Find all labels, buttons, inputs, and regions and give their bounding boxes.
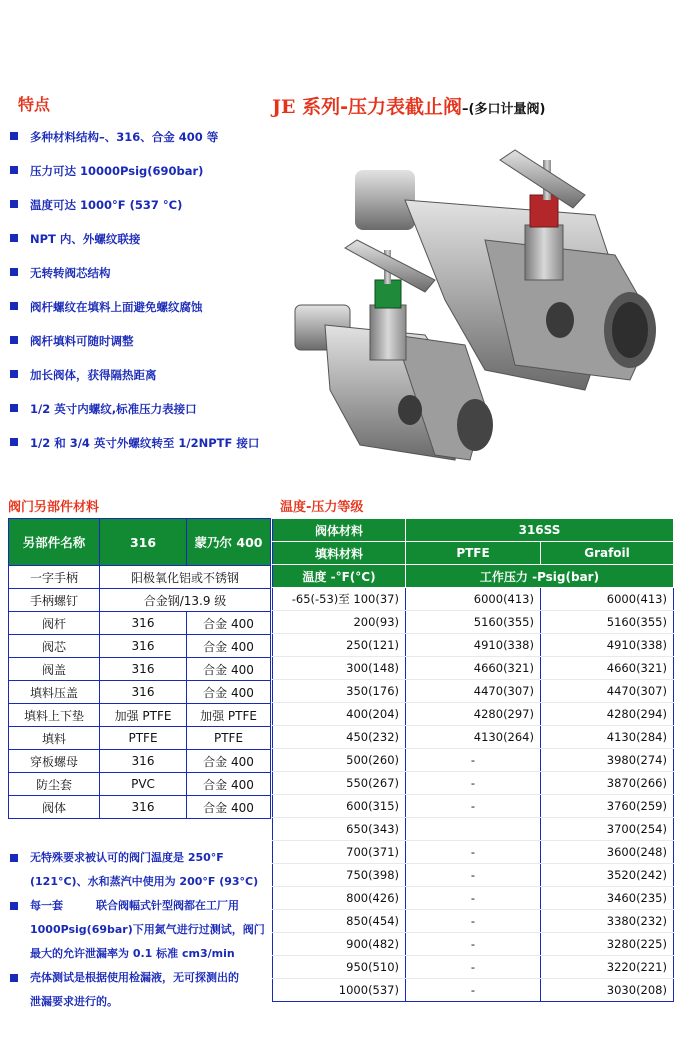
table-row: 阀体 316 合金 400 (9, 796, 271, 819)
table-row: 550(267) - 3870(266) (273, 772, 674, 795)
table-row: 700(371) - 3600(248) (273, 841, 674, 864)
pressure-temp-section-title: 温度-压力等级 (280, 500, 364, 515)
bullet-square-icon (10, 200, 18, 208)
notes-list (10, 846, 268, 1014)
bullet-square-icon (10, 268, 18, 276)
bullet-square-icon (10, 132, 18, 140)
table-row: 250(121) 4910(338) 4910(338) (273, 634, 674, 657)
bullet-square-icon (10, 438, 18, 446)
title-prefix: JE (272, 96, 296, 118)
table-row: 阀芯 316 合金 400 (9, 635, 271, 658)
valve-product-image (285, 140, 685, 470)
table-row: 阀杆 316 合金 400 (9, 612, 271, 635)
list-item: 阀杆螺纹在填料上面避免螺纹腐蚀 (10, 299, 259, 333)
table-row: 填料 PTFE PTFE (9, 727, 271, 750)
list-item: 压力可达 10000Psig(690bar) (10, 163, 259, 197)
list-item: 1/2 和 3/4 英寸外螺纹转至 1/2NPTF 接口 (10, 435, 259, 469)
bullet-square-icon (10, 370, 18, 378)
bullet-square-icon (10, 404, 18, 412)
table-row: 400(204) 4280(297) 4280(294) (273, 703, 674, 726)
materials-section-title: 阀门另部件材料 (8, 500, 100, 515)
bullet-square-icon (10, 336, 18, 344)
bullet-square-icon (10, 234, 18, 242)
table-row: 1000(537) - 3030(208) (273, 979, 674, 1002)
title-sub: –(多口计量阀) (462, 102, 546, 117)
features-list (10, 129, 259, 469)
table-row: 750(398) - 3520(242) (273, 864, 674, 887)
table-row: 350(176) 4470(307) 4470(307) (273, 680, 674, 703)
table-header-row: 阀体材料 316SS (273, 519, 674, 542)
list-item: 无转转阀芯结构 (10, 265, 259, 299)
table-row: 200(93) 5160(355) 5160(355) (273, 611, 674, 634)
table-row: 填料上下垫 加强 PTFE 加强 PTFE (9, 704, 271, 727)
title-main: 系列-压力表截止阀 (295, 96, 462, 118)
table-header-row (9, 519, 271, 566)
list-item: 加长阀体，获得隔热距离 (10, 367, 259, 401)
table-row: 900(482) - 3280(225) (273, 933, 674, 956)
list-item: NPT 内、外螺纹联接 (10, 231, 259, 265)
table-row: 600(315) - 3760(259) (273, 795, 674, 818)
bullet-square-icon (10, 974, 18, 982)
list-item: 温度可达 1000°F (537 °C) (10, 197, 259, 231)
table-row: 800(426) - 3460(235) (273, 887, 674, 910)
table-row: 填料压盖 316 合金 400 (9, 681, 271, 704)
table-row: 手柄螺钉 合金钢/13.9 级 (9, 589, 271, 612)
list-item: 多种材料结构–、316、合金 400 等 (10, 129, 259, 163)
table-row: 850(454) - 3380(232) (273, 910, 674, 933)
column-header: 另部件名称 (9, 519, 100, 566)
bullet-square-icon (10, 166, 18, 174)
table-header-row: 温度 -°F(°C) 工作压力 -Psig(bar) (273, 565, 674, 588)
column-header: 蒙乃尔 400 (187, 519, 271, 566)
table-row: -65(-53)至 100(37) 6000(413) 6000(413) (273, 588, 674, 611)
pressure-temp-table (272, 518, 674, 1002)
features-heading: 特点 (18, 95, 51, 114)
page-title (272, 92, 545, 119)
table-row: 穿板螺母 316 合金 400 (9, 750, 271, 773)
note-item: 每一套 联合阀幅式针型阀都在工厂用 1000Psig(69bar)下用氮气进行过测试，阀门 最大的允许泄漏率为 0.1 标准 cm3/min (10, 894, 268, 966)
materials-table (8, 518, 271, 819)
table-row: 防尘套 PVC 合金 400 (9, 773, 271, 796)
note-item: 无特殊要求被认可的阀门温度是 250°F (121°C)、水和蒸汽中使用为 200°F (93°C) (10, 846, 268, 894)
table-row: 300(148) 4660(321) 4660(321) (273, 657, 674, 680)
list-item: 1/2 英寸内螺纹,标准压力表接口 (10, 401, 259, 435)
bullet-square-icon (10, 302, 18, 310)
table-row: 450(232) 4130(264) 4130(284) (273, 726, 674, 749)
bullet-square-icon (10, 854, 18, 862)
table-row: 一字手柄 阳极氧化铝或不锈钢 (9, 566, 271, 589)
table-row: 500(260) - 3980(274) (273, 749, 674, 772)
table-row: 阀盖 316 合金 400 (9, 658, 271, 681)
table-row: 950(510) - 3220(221) (273, 956, 674, 979)
column-header: 316 (100, 519, 187, 566)
note-item: 壳体测试是根据使用检漏液，无可探测出的 泄漏要求进行的。 (10, 966, 268, 1014)
bullet-square-icon (10, 902, 18, 910)
table-header-row: 填料材料 PTFE Grafoil (273, 542, 674, 565)
list-item: 阀杆填料可随时调整 (10, 333, 259, 367)
table-row: 650(343) 3700(254) (273, 818, 674, 841)
